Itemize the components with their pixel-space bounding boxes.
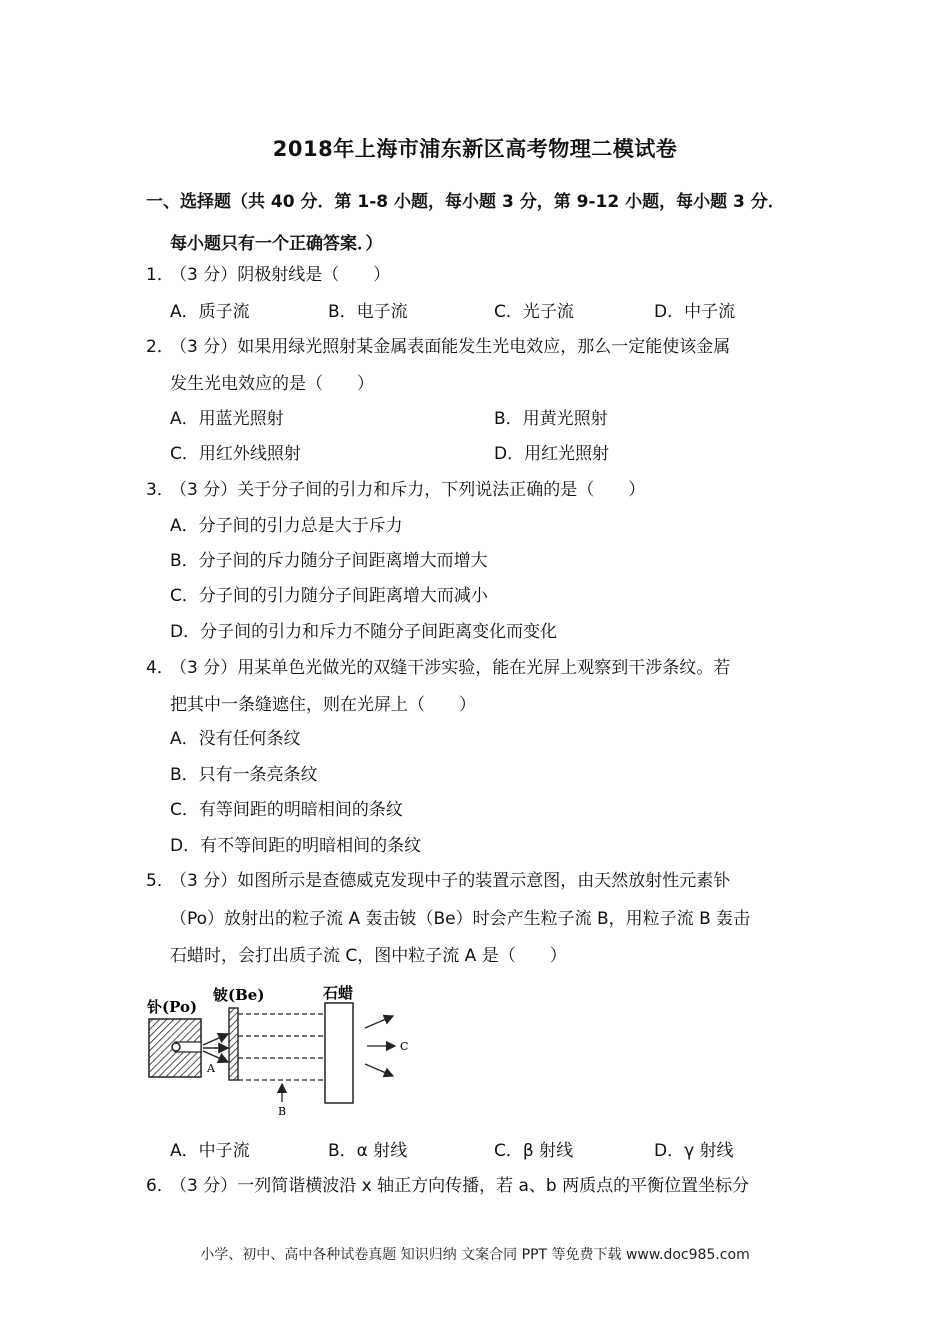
polonium-source-point — [172, 1043, 180, 1051]
paraffin-block — [325, 1003, 353, 1103]
question-2-option-d: D．用红光照射 — [494, 444, 610, 464]
question-3-option-c: C．分子间的引力随分子间距离增大而减小 — [170, 586, 488, 606]
label-stream-c: C — [400, 1040, 409, 1053]
question-3-stem: （3 分）关于分子间的引力和斥力，下列说法正确的是（ ） — [170, 480, 646, 500]
stream-c-arrow-top — [365, 1016, 393, 1028]
question-4-number: 4． — [146, 658, 174, 678]
question-1-stem: （3 分）阴极射线是（ ） — [170, 265, 391, 285]
question-5-option-d: D．γ 射线 — [654, 1141, 734, 1161]
question-3-option-d: D．分子间的引力和斥力不随分子间距离变化而变化 — [170, 622, 558, 642]
question-1-option-b: B．电子流 — [328, 302, 408, 322]
question-4-option-c: C．有等间距的明暗相间的条纹 — [170, 800, 403, 820]
question-1-option-d: D．中子流 — [654, 302, 736, 322]
question-2-option-c: C．用红外线照射 — [170, 444, 301, 464]
label-stream-b: B — [278, 1105, 287, 1116]
question-3-option-b: B．分子间的斥力随分子间距离增大而增大 — [170, 551, 488, 571]
question-1-number: 1． — [146, 265, 174, 285]
question-2-option-a: A．用蓝光照射 — [170, 409, 284, 429]
question-5-option-a: A．中子流 — [170, 1141, 250, 1161]
label-paraffin: 石蜡 — [323, 984, 354, 1002]
question-5-stem-line3: 石蜡时，会打出质子流 C，图中粒子流 A 是（ ） — [170, 946, 567, 966]
question-2-stem-line1: （3 分）如果用绿光照射某金属表面能发生光电效应，那么一定能使该金属 — [170, 337, 731, 357]
chadwick-apparatus-figure — [145, 984, 425, 1116]
stream-a-arrow-top — [203, 1034, 228, 1045]
beryllium-plate — [229, 1008, 238, 1080]
page-title: 2018年上海市浦东新区高考物理二模试卷 — [272, 137, 678, 161]
question-4-stem-line2: 把其中一条缝遮住，则在光屏上（ ） — [170, 695, 476, 715]
question-5-number: 5． — [146, 871, 174, 891]
section-heading-line1: 一、选择题（共 40 分．第 1-8 小题，每小题 3 分，第 9-12 小题，每小题 3 分． — [146, 192, 785, 212]
question-5-option-b: B．α 射线 — [328, 1141, 408, 1161]
question-5-stem-line1: （3 分）如图所示是查德威克发现中子的装置示意图，由天然放射性元素钋 — [170, 871, 731, 891]
label-polonium: 钋(Po) — [147, 998, 198, 1016]
stream-a-arrow-bottom — [203, 1051, 228, 1062]
question-4-stem-line1: （3 分）用某单色光做光的双缝干涉实验，能在光屏上观察到干涉条纹。若 — [170, 658, 731, 678]
question-2-stem-line2: 发生光电效应的是（ ） — [170, 374, 374, 394]
question-3-number: 3． — [146, 480, 174, 500]
question-2-number: 2． — [146, 337, 174, 357]
question-5-stem-line2: （Po）放射出的粒子流 A 轰击铍（Be）时会产生粒子流 B，用粒子流 B 轰击 — [170, 909, 751, 929]
page-footer: 小学、初中、高中各种试卷真题 知识归纳 文案合同 PPT 等免费下载 www.doc985.com — [200, 1247, 750, 1263]
question-4-option-d: D．有不等间距的明暗相间的条纹 — [170, 836, 422, 856]
stream-c-arrow-bottom — [365, 1064, 393, 1076]
question-1-option-c: C．光子流 — [494, 302, 574, 322]
label-beryllium: 铍(Be) — [213, 986, 265, 1004]
question-6-stem-line1: （3 分）一列简谐横波沿 x 轴正方向传播，若 a、b 两质点的平衡位置坐标分 — [170, 1176, 750, 1196]
question-1-option-a: A．质子流 — [170, 302, 250, 322]
label-stream-a: A — [207, 1062, 215, 1075]
question-6-number: 6． — [146, 1176, 174, 1196]
question-2-option-b: B．用黄光照射 — [494, 409, 608, 429]
question-4-option-a: A．没有任何条纹 — [170, 729, 301, 749]
question-4-option-b: B．只有一条亮条纹 — [170, 765, 318, 785]
question-3-option-a: A．分子间的引力总是大于斥力 — [170, 516, 403, 536]
section-heading-line2: 每小题只有一个正确答案．） — [170, 234, 383, 254]
question-5-option-c: C．β 射线 — [494, 1141, 574, 1161]
